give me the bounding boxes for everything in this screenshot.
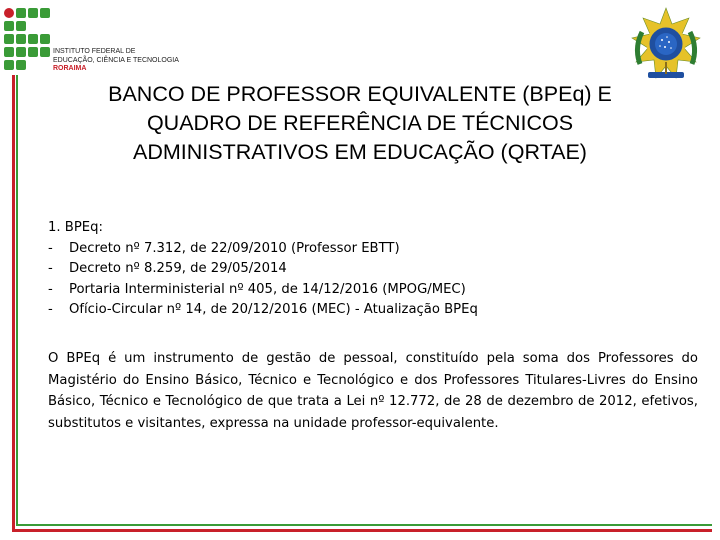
- list-bullet: -: [48, 302, 53, 317]
- institute-logo-icon: [4, 8, 50, 72]
- list-item-text: Ofício-Circular nº 14, de 20/12/2016 (MEC) - Atualização BPEq: [69, 302, 478, 317]
- description-paragraph: O BPEq é um instrumento de gestão de pessoal, constituído pela soma dos Professores do Magistério do Ensino Básico, Técnico e Tecnológico e dos Professores Titulares-Livres do Ensino Básico, Técnico e Tecnológico de que trata a Lei nº 12.772, de 28 de dezembro de 2012, efetivos, substitutos e visitantes, expressa na unidade professor-equivalente.: [48, 351, 698, 431]
- institute-line2: EDUCAÇÃO, CIÊNCIA E TECNOLOGIA: [53, 56, 179, 64]
- list-item-text: Decreto nº 7.312, de 22/09/2010 (Professor EBTT): [69, 240, 400, 256]
- list-item: [48, 239, 478, 260]
- frame-green-vertical: [16, 75, 18, 526]
- legislation-list: [48, 218, 478, 321]
- list-item: [48, 280, 478, 301]
- title-line3: ADMINISTRATIVOS EM EDUCAÇÃO (QRTAE): [133, 140, 587, 164]
- list-item: [48, 259, 478, 280]
- frame-red-horizontal: [12, 529, 712, 532]
- list-bullet: -: [48, 261, 53, 276]
- institute-name: [53, 48, 179, 74]
- page-title: [60, 80, 660, 167]
- frame-red-vertical: [12, 75, 15, 532]
- list-item-text: Portaria Interministerial nº 405, de 14/12/2016 (MPOG/MEC): [69, 281, 466, 297]
- title-line2: QUADRO DE REFERÊNCIA DE TÉCNICOS: [146, 111, 574, 135]
- list-item-text: Decreto nº 8.259, de 29/05/2014: [69, 261, 287, 276]
- institute-campus: RORAIMA: [53, 65, 87, 72]
- frame-green-horizontal: [16, 524, 712, 526]
- brazil-coat-of-arms-icon: [626, 6, 706, 86]
- title-line1: BANCO DE PROFESSOR EQUIVALENTE (BPEq) E: [108, 82, 612, 106]
- list-item: [48, 300, 478, 321]
- list-heading: 1. BPEq:: [48, 220, 103, 235]
- list-bullet: -: [48, 281, 53, 297]
- institute-line1: INSTITUTO FEDERAL DE: [53, 48, 136, 55]
- list-bullet: -: [48, 240, 53, 256]
